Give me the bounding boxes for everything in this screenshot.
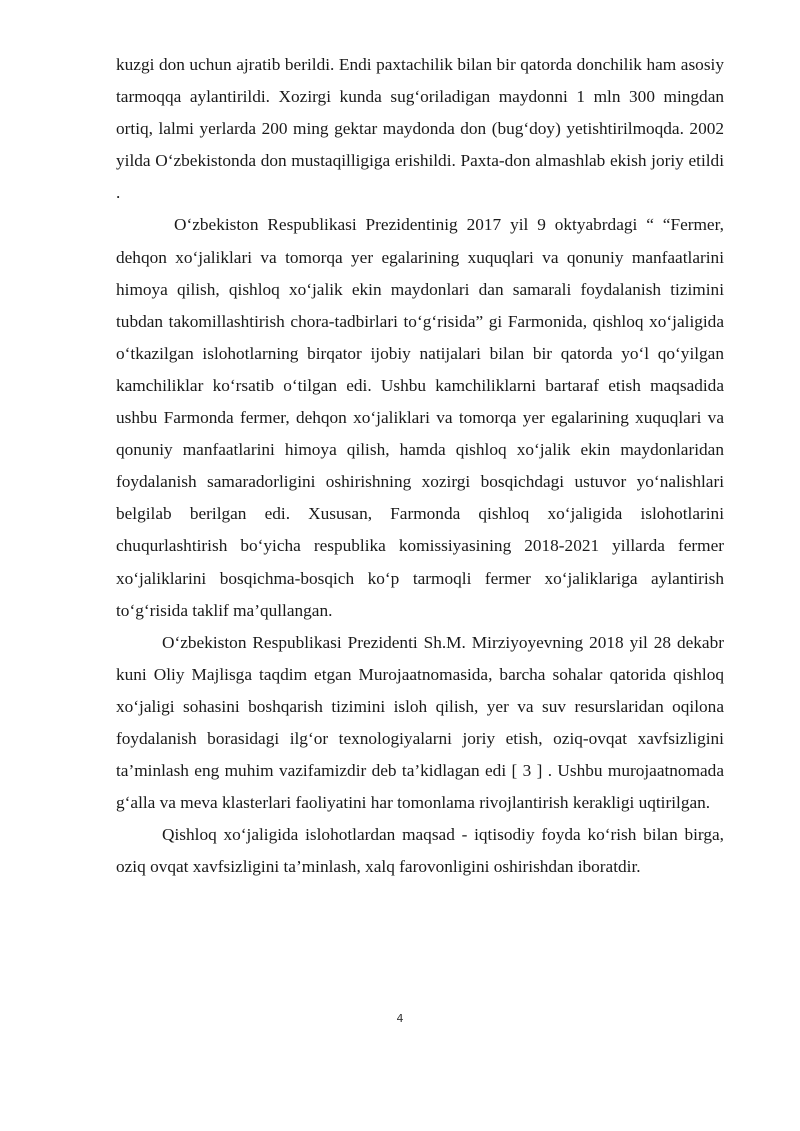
paragraph-1: kuzgi don uchun ajratib berildi. Endi paxtachilik bilan bir qatorda donchilik ham asosiy tarmoqqa aylantirildi. Xozirgi kunda sug‘oriladigan maydonni 1 mln 300 mingdan ortiq, lalmi yerlarda 200 ming gektar maydonda don (bug‘doy) yetishtirilmoqda. 2002 yilda O‘zbekistonda don mustaqilligiga erishildi. Paxta-don almashlab ekish joriy etildi .: [116, 55, 724, 203]
paragraph-2: O‘zbekiston Respublikasi Prezidentinig 2017 yil 9 oktyabrdagi “ “Fermer, dehqon xo‘jaliklari va tomorqa yer egalarining xuquqlari va qonuniy manfaatlarini himoya qilish, qishloq xo‘jalik ekin maydonlari dan samarali foydalanish tizimini tubdan takomillashtirish chora-tadbirlari to‘g‘risida” gi Farmonida, qishloq xo‘jaligida o‘tkazilgan islohotlarning birqator ijobiy natijalari bilan bir qatorda yo‘l qo‘yilgan kamchiliklar ko‘rsatib o‘tilgan edi. Ushbu kamchiliklarni bartaraf etish maqsadida ushbu Farmonda fermer, dehqon xo‘jaliklari va tomorqa yer egalarining xuquqlari va qonuniy manfaatlarini himoya qilish, hamda qishloq xo‘jalik ekin maydonlaridan foydalanish samaradorligini oshirishning xozirgi bosqichdagi ustuvor yo‘nalishlari belgilab berilgan edi. Xususan, Farmonda qishloq xo‘jaligida islohotlarini chuqurlashtirish bo‘yicha respublika komissiyasining 2018-2021 yillarda fermer xo‘jaliklarini bosqichma-bosqich ko‘p tarmoqli fermer xo‘jaliklariga aylantirish to‘g‘risida taklif ma’qullangan.: [116, 215, 724, 620]
document-body: [116, 49, 724, 883]
paragraph-3: O‘zbekiston Respublikasi Prezidenti Sh.M. Mirziyoyevning 2018 yil 28 dekabr kuni Oliy Majlisga taqdim etgan Murojaatnomasida, barcha sohalar qatorida qishloq xo‘jaligi sohasini boshqarish tizimini isloh qilish, yer va suv resurslaridan oqilona foydalanish borasidagi ilg‘or texnologiyalarni joriy etish, oziq-ovqat xavfsizligini ta’minlash eng muhim vazifamizdir deb ta’kidlagan edi [ 3 ] . Ushbu murojaatnomada g‘alla va meva klasterlari faoliyatini har tomonlama rivojlantirish kerakligi uqtirilgan.: [116, 632, 724, 813]
paragraph-4: Qishloq xo‘jaligida islohotlardan maqsad - iqtisodiy foyda ko‘rish bilan birga, oziq ovqat xavfsizligini ta’minlash, xalq farovonligini oshirishdan iboratdir.: [116, 825, 724, 877]
page-number: 4: [396, 1012, 404, 1025]
